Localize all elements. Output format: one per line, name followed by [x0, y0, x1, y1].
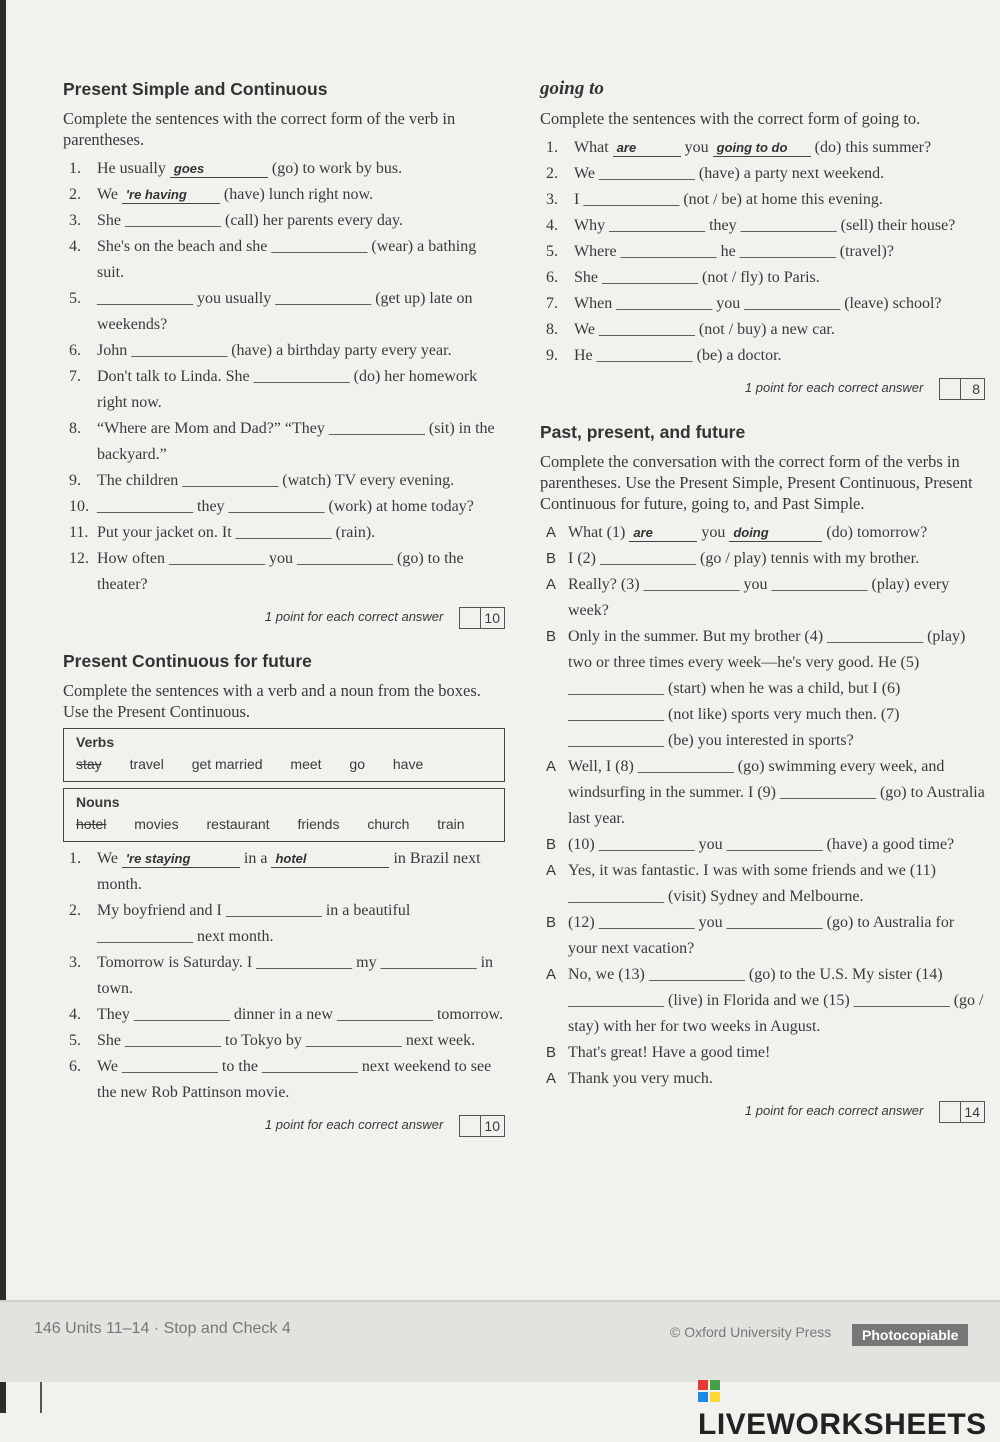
- nouns-box: Nouns hotel movies restaurant friends church train: [63, 788, 505, 842]
- word-chip: movies: [134, 816, 179, 832]
- section-title: going to: [540, 78, 604, 99]
- exercise-item[interactable]: 2. My boyfriend and I ____________ in a beautiful ____________ next month.: [69, 902, 411, 945]
- word-chip: restaurant: [206, 816, 270, 832]
- section-instructions: Complete the sentences with the correct form of the verb in parentheses.: [63, 109, 456, 149]
- exercise-item[interactable]: 6. We ____________ to the ____________ next weekend to see the new Rob Pattinson movie.: [69, 1058, 492, 1101]
- exercise-item[interactable]: 3. Tomorrow is Saturday. I ____________ my ____________ in town.: [69, 954, 494, 997]
- exercise-item[interactable]: 8. We ____________ (not / buy) a new car.: [546, 321, 835, 338]
- score-line: 1 point for each correct answer 10: [63, 604, 505, 630]
- photocopiable-badge: Photocopiable: [852, 1324, 968, 1346]
- exercise-item[interactable]: 7. Don't talk to Linda. She ____________ (do) her homework right now.: [69, 368, 478, 411]
- exercise-item[interactable]: 6. John ____________ (have) a birthday party every year.: [69, 342, 452, 359]
- section-title: Past, present, and future: [540, 422, 746, 442]
- exercise-item: 2. We 're having (have) lunch right now.: [69, 186, 374, 203]
- exercise-item[interactable]: 5. She ____________ to Tokyo by ____________ next week.: [69, 1032, 476, 1049]
- conversation-line[interactable]: B I (2) ____________ (go / play) tennis with my brother.: [546, 550, 920, 567]
- exercise-item[interactable]: 3. I ____________ (not / be) at home this evening.: [546, 191, 883, 208]
- score-line: 1 point for each correct answer 10: [63, 1112, 505, 1138]
- exercise-item[interactable]: 2. We ____________ (have) a party next weekend.: [546, 165, 885, 182]
- exercise-item[interactable]: 12. How often ____________ you ____________ (go) to the theater?: [69, 550, 464, 593]
- answer-field[interactable]: are: [629, 525, 697, 542]
- answer-field[interactable]: 're having: [122, 187, 220, 204]
- page-footer: [0, 1300, 1000, 1382]
- word-chip: stay: [76, 756, 102, 772]
- exercise-list: [63, 846, 505, 1106]
- conversation-line[interactable]: A No, we (13) ____________ (go) to the U.S. My sister (14) ____________ (live) in Florida and we (15) ____________ (go / stay) with her for two weeks in August.: [546, 966, 984, 1035]
- exercise-item[interactable]: 6. She ____________ (not / fly) to Paris.: [546, 269, 820, 286]
- answer-field[interactable]: doing: [729, 525, 822, 542]
- score-line: 1 point for each correct answer 8: [540, 375, 985, 401]
- section-instructions: Complete the conversation with the correct form of the verbs in parentheses. Use the Present Simple, Present Continuous, Present Continuous for future, going to, and Past Simple.: [540, 452, 973, 513]
- liveworksheets-logo: LIVEWORKSHEETS: [698, 1374, 1000, 1442]
- answer-field[interactable]: are: [613, 140, 681, 157]
- conversation-line[interactable]: B (10) ____________ you ____________ (have) a good time?: [546, 836, 955, 853]
- conversation-line[interactable]: A Well, I (8) ____________ (go) swimming every week, and windsurfing in the summer. I (9) ____________ (go) to Australia last year.: [546, 758, 985, 827]
- word-chip: get married: [191, 756, 263, 772]
- word-chip: meet: [290, 756, 322, 772]
- conversation-line: A Thank you very much.: [546, 1070, 713, 1087]
- section-title: Present Simple and Continuous: [63, 79, 328, 99]
- right-column: [540, 76, 985, 1142]
- conversation: [540, 520, 985, 1092]
- publisher-label: © Oxford University Press: [670, 1324, 832, 1340]
- answer-field[interactable]: hotel: [271, 851, 389, 868]
- liveworksheets-icon: [698, 1380, 720, 1402]
- scan-edge: [0, 0, 6, 1413]
- conversation-line[interactable]: B Only in the summer. But my brother (4) ____________ (play) two or three times every week—he's very good. He (5) ____________ (start) when he was a child, but I (6) ____________ (not like) sports very much then. (7) ____________ (be) you interested in sports?: [546, 628, 966, 749]
- exercise-item[interactable]: 7. When ____________ you ____________ (leave) school?: [546, 295, 942, 312]
- conversation-line: A What (1) are you doing (do) tomorrow?: [546, 524, 928, 541]
- word-chip: go: [349, 756, 365, 772]
- section-instructions: Complete the sentences with the correct form of going to.: [540, 109, 921, 128]
- exercise-item[interactable]: 4. They ____________ dinner in a new ____________ tomorrow.: [69, 1006, 504, 1023]
- left-column: [63, 76, 505, 1156]
- scan-edge-mark: [40, 1380, 42, 1413]
- exercise-item[interactable]: 3. She ____________ (call) her parents every day.: [69, 212, 403, 229]
- exercise-item[interactable]: 9. The children ____________ (watch) TV every evening.: [69, 472, 455, 489]
- exercise-item[interactable]: 9. He ____________ (be) a doctor.: [546, 347, 782, 364]
- verbs-box: Verbs stay travel get married meet go have: [63, 728, 505, 782]
- section-instructions: Complete the sentences with a verb and a noun from the boxes. Use the Present Continuous.: [63, 681, 481, 721]
- exercise-item[interactable]: 4. She's on the beach and she ____________ (wear) a bathing suit.: [69, 238, 477, 281]
- answer-field[interactable]: goes: [170, 161, 268, 178]
- exercise-item[interactable]: 11. Put your jacket on. It ____________ (rain).: [69, 524, 376, 541]
- answer-field[interactable]: 're staying: [122, 851, 240, 868]
- score-line: 1 point for each correct answer 14: [540, 1098, 985, 1124]
- word-chip: travel: [129, 756, 164, 772]
- exercise-item: 1. He usually goes (go) to work by bus.: [69, 160, 403, 177]
- exercise-item[interactable]: 5. Where ____________ he ____________ (travel)?: [546, 243, 894, 260]
- word-chip: hotel: [76, 816, 107, 832]
- score-box: 10: [459, 607, 505, 629]
- word-chip: friends: [297, 816, 340, 832]
- score-box: 14: [939, 1101, 985, 1123]
- exercise-item[interactable]: 4. Why ____________ they ____________ (sell) their house?: [546, 217, 956, 234]
- answer-field[interactable]: going to do: [713, 140, 811, 157]
- conversation-line[interactable]: B (12) ____________ you ____________ (go) to Australia for your next vacation?: [546, 914, 955, 957]
- exercise-list: [63, 156, 505, 598]
- exercise-item: 1. What are you going to do (do) this summer?: [546, 139, 932, 156]
- exercise-item[interactable]: 5. ____________ you usually ____________ (get up) late on weekends?: [69, 290, 473, 333]
- score-box: 10: [459, 1115, 505, 1137]
- word-chip: train: [437, 816, 465, 832]
- exercise-item: 1. We 're staying in a hotel in Brazil next month.: [69, 850, 481, 893]
- score-box: 8: [939, 378, 985, 400]
- exercise-item[interactable]: 10. ____________ they ____________ (work) at home today?: [69, 498, 474, 515]
- word-chip: church: [367, 816, 410, 832]
- unit-label: 146 Units 11–14 · Stop and Check 4: [34, 1320, 291, 1337]
- conversation-line[interactable]: A Yes, it was fantastic. I was with some friends and we (11) ____________ (visit) Sydney and Melbourne.: [546, 862, 936, 905]
- conversation-line[interactable]: A Really? (3) ____________ you ____________ (play) every week?: [546, 576, 950, 619]
- conversation-line: B That's great! Have a good time!: [546, 1044, 771, 1061]
- word-chip: have: [392, 756, 424, 772]
- exercise-item[interactable]: 8. “Where are Mom and Dad?” “They ____________ (sit) in the backyard.”: [69, 420, 495, 463]
- section-title: Present Continuous for future: [63, 651, 312, 671]
- exercise-list: [540, 135, 985, 369]
